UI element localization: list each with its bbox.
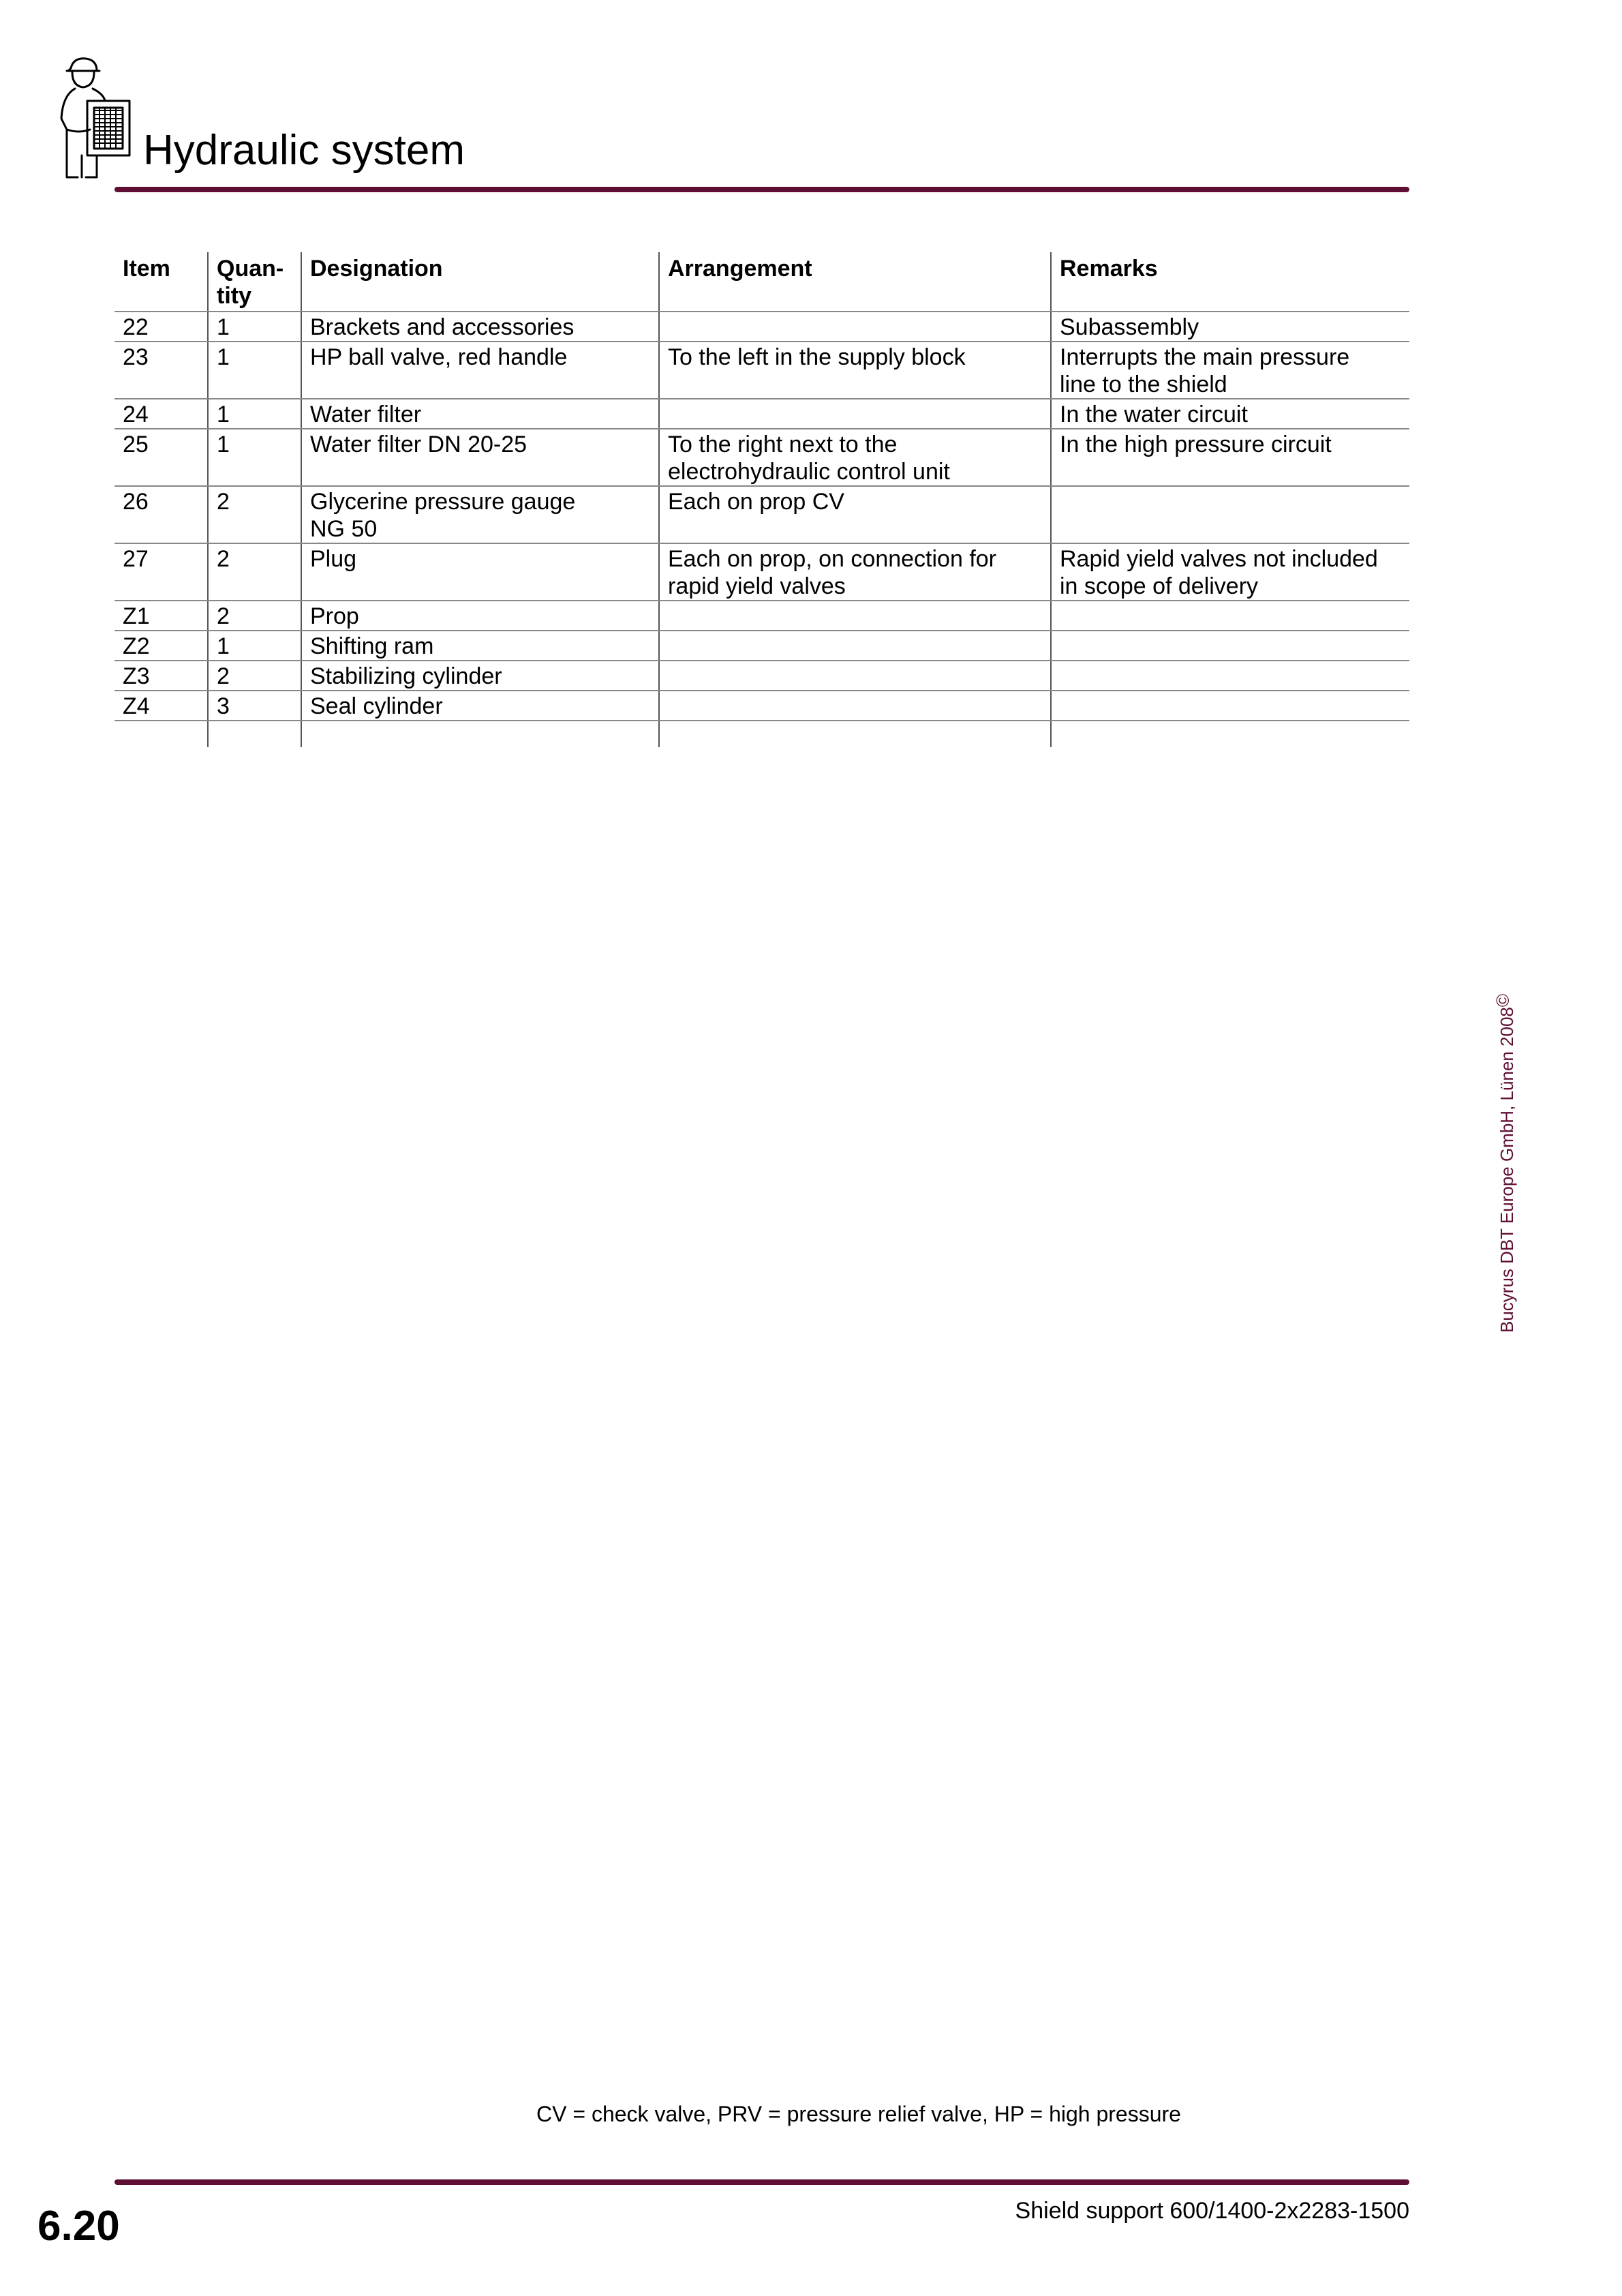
cell-remarks: Rapid yield valves not included in scope of delivery [1051,543,1409,601]
column-header-remarks: Remarks [1051,252,1409,312]
table-header-row [114,252,1409,312]
table-row [114,661,1409,691]
header-divider [114,187,1409,192]
cell-designation: Prop [301,601,659,631]
cell-item: 27 [114,543,208,601]
table-row [114,312,1409,342]
column-header-quantity: Quan- tity [208,252,301,312]
cell-quantity: 2 [208,601,301,631]
cell-quantity: 1 [208,312,301,342]
parts-table [114,252,1409,747]
table-row [114,601,1409,631]
cell-designation: Plug [301,543,659,601]
cell-quantity: 1 [208,631,301,661]
document-reference: Shield support 600/1400-2x2283-1500 [1015,2198,1409,2224]
cell-remarks [1051,631,1409,661]
cell-arrangement: To the left in the supply block [659,342,1051,399]
page-title: Hydraulic system [143,127,465,174]
copyright-text: Bucyrus DBT Europe GmbH, Lünen 2008 [1497,1007,1517,1333]
cell-designation: Shifting ram [301,631,659,661]
cell-quantity: 1 [208,429,301,486]
cell-item: Z4 [114,691,208,721]
cell-remarks: Interrupts the main pressure line to the shield [1051,342,1409,399]
worker-with-clipboard-icon [48,53,136,183]
table-row [114,543,1409,601]
copyright-symbol: © [1493,993,1513,1008]
empty-cell [659,721,1051,747]
table-row [114,429,1409,486]
cell-designation: HP ball valve, red handle [301,342,659,399]
cell-designation: Stabilizing cylinder [301,661,659,691]
cell-designation: Water filter [301,399,659,429]
column-header-item: Item [114,252,208,312]
cell-remarks [1051,691,1409,721]
cell-arrangement: Each on prop CV [659,486,1051,543]
cell-item: 25 [114,429,208,486]
empty-cell [114,721,208,747]
cell-quantity: 2 [208,543,301,601]
cell-arrangement [659,661,1051,691]
table-row [114,486,1409,543]
footer-divider [114,2179,1409,2185]
cell-designation: Water filter DN 20-25 [301,429,659,486]
column-header-arrangement: Arrangement [659,252,1051,312]
cell-item: 22 [114,312,208,342]
cell-item: Z2 [114,631,208,661]
table-row-empty [114,721,1409,747]
cell-remarks: Subassembly [1051,312,1409,342]
cell-arrangement [659,312,1051,342]
cell-quantity: 1 [208,342,301,399]
table-row [114,631,1409,661]
table-row [114,399,1409,429]
cell-arrangement [659,691,1051,721]
cell-arrangement [659,631,1051,661]
column-header-designation: Designation [301,252,659,312]
cell-remarks [1051,601,1409,631]
cell-arrangement: To the right next to the electrohydraulic control unit [659,429,1051,486]
cell-item: Z1 [114,601,208,631]
empty-cell [301,721,659,747]
cell-designation: Brackets and accessories [301,312,659,342]
table-row [114,342,1409,399]
cell-remarks [1051,661,1409,691]
abbreviations-footnote: CV = check valve, PRV = pressure relief valve, HP = high pressure [536,2102,1181,2126]
empty-cell [208,721,301,747]
cell-remarks: In the high pressure circuit [1051,429,1409,486]
cell-quantity: 1 [208,399,301,429]
copyright-notice [1493,978,1518,1333]
cell-designation: Glycerine pressure gauge NG 50 [301,486,659,543]
cell-quantity: 3 [208,691,301,721]
cell-remarks [1051,486,1409,543]
cell-item: 23 [114,342,208,399]
page-number: 6.20 [37,2203,120,2250]
cell-item: 24 [114,399,208,429]
cell-arrangement [659,601,1051,631]
cell-quantity: 2 [208,661,301,691]
cell-item: Z3 [114,661,208,691]
cell-arrangement [659,399,1051,429]
cell-designation: Seal cylinder [301,691,659,721]
cell-arrangement: Each on prop, on connection for rapid yield valves [659,543,1051,601]
table-row [114,691,1409,721]
cell-quantity: 2 [208,486,301,543]
cell-remarks: In the water circuit [1051,399,1409,429]
empty-cell [1051,721,1409,747]
cell-item: 26 [114,486,208,543]
